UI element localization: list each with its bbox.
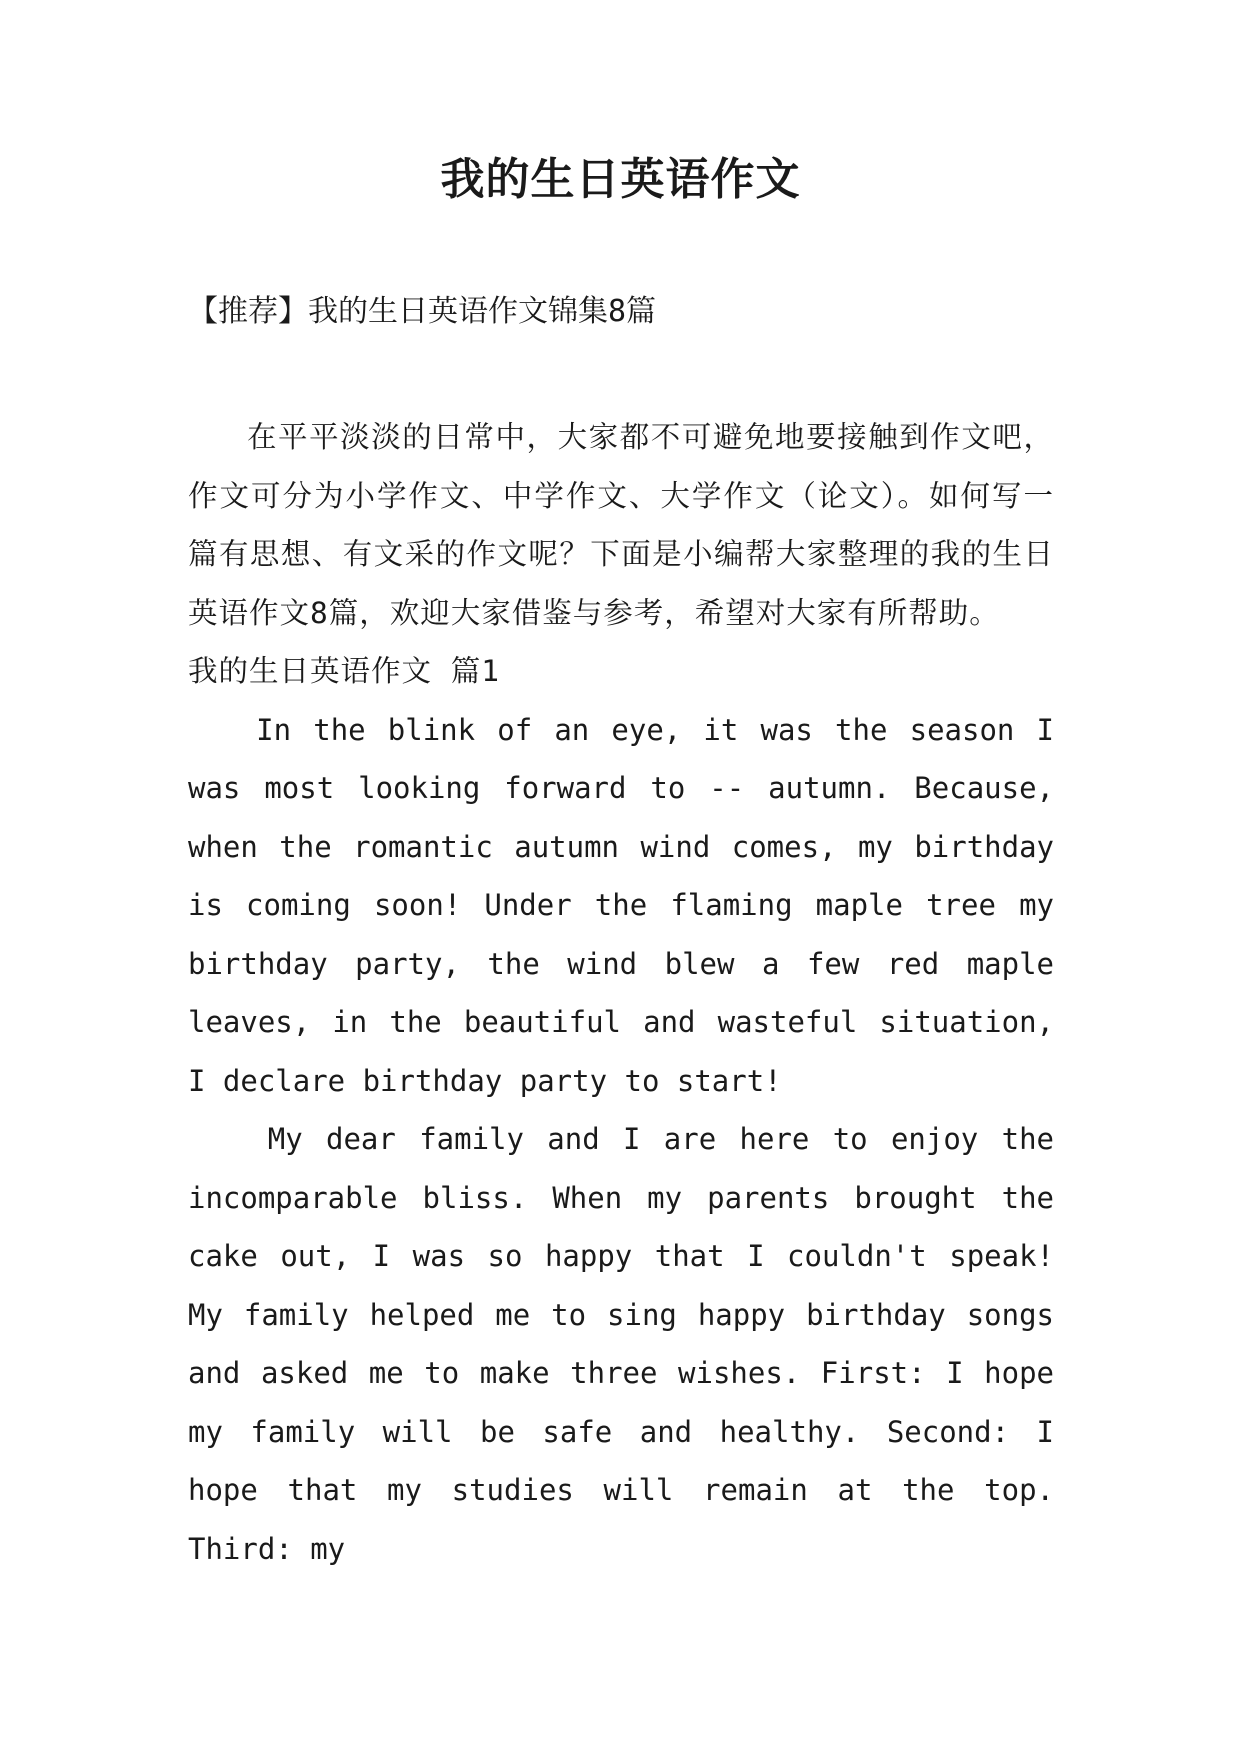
section-heading: 我的生日英语作文 篇1 (188, 654, 501, 688)
intro-paragraph: 在平平淡淡的日常中，大家都不可避免地要接触到作文吧，作文可分为小学作文、中学作文、大学作文（论文）。如何写一篇有思想、有文采的作文呢？下面是小编帮大家整理的我的生日英语作文8篇，欢迎大家借鉴与参考，希望对大家有所帮助。 (188, 420, 1054, 630)
document-subtitle: 【推荐】我的生日英语作文锦集8篇 (188, 294, 657, 329)
essay-paragraph-2: My dear family and I are here to enjoy the incomparable bliss. When my parents brought the cake out, I was so happy that I couldn't speak! My family helped me to sing happy birthday songs and asked me to make three wishes. First: I hope my family will be safe and healthy. Second: I hope that my studies will remain at the top. Third: my (188, 1122, 1054, 1566)
document-title: 我的生日英语作文 (440, 154, 801, 205)
essay-paragraph-1: In the blink of an eye, it was the season I was most looking forward to -- autumn. Because, when the romantic autumn wind comes, my birthday is coming soon! Under the flaming maple tree my birthday party, the wind blew a few red maple leaves, in the beautiful and wasteful situation, I declare birthday party to start! (188, 712, 1054, 1098)
document-body (188, 408, 1054, 1578)
